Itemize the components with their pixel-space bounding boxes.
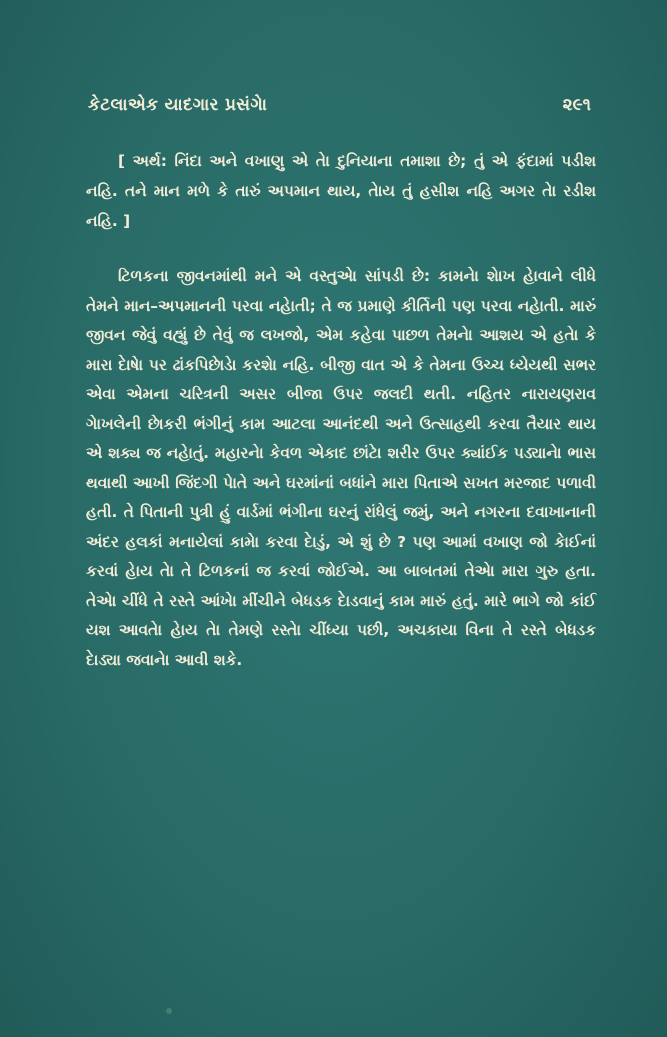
body-paragraph: ટિળકના જીવનમાંથી મને એ વસ્તુએા સાંપડી છે: કામનેા શેાખ હેાવાને લીધે તેમને માન–અપમાનની પરવા નહેાતી; તે જ પ્રમાણે કીર્તિની પણ પરવા નહેાતી. મારું જીવન જેવું વહ્યું છે તેવું જ લખજો, એમ કહેવા પાછળ તેમનેા આશય એ હતેા કે મારા દેાષેા પર ઢાંકપિછેાડેા કરશેા નહિ. બીજી વાત એ કે તેમના ઉચ્ચ ધ્યેયથી સભર એવા એમના ચરિત્રની અસર બીજા ઉપર જલદી થતી. નહિતર નારાયણરાવ ગેાખલેની છેાકરી ભંગીનું કામ આટલા આનંદથી અને ઉત્સાહથી કરવા તૈયાર થાય એ શક્ય જ નહેાતું. મહારનેા કેવળ એકાદ છાંટેા શરીર ઉપર ક્યાંઈક પડ્યાનેા ભાસ થવાથી આખી જિંદગી પેાતે અને ઘરમાંનાં બધાંને મારા પિતાએ સખત મરજાદ પળાવી હતી. તે પિતાની પુત્રી હું વાર્ડમાં ભંગીના ઘરનું રાંધેલું જમું, અને નગરના દવાખાનાની અંદર હલકાં મનાયેલાં કામેા કરવા દેાડું, એ શું છે ? પણ આમાં વખાણ જો કેાઈનાં કરવાં હેાય તેા તે ટિળકનાં જ કરવાં જોઈએ. આ બાબતમાં તેએા મારા ગુરુ હતા. તેએા ચીંધે તે રસ્તે આંખેા મીંચીને બેધડક દેાડવાનું કામ મારું હતું. મારે ભાગે જો કાંઈ યશ આવતેા હેાય તેા તેમણે રસ્તેા ચીંધ્યા પછી, અચકાયા વિના તે રસ્તે બેધડક દેાડ્યા જવાનેા આવી શકે.: [86, 267, 596, 669]
paper-blemish: [166, 1008, 172, 1014]
page-number: ૨૯૧: [562, 95, 591, 115]
page-header: [88, 90, 591, 120]
running-head: કેટલાએક યાદગાર પ્રસંગેા: [88, 95, 268, 115]
translation-note: [ અર્થ: નિંદા અને વખાણુ એ તેા દુનિયાના તમાશા છે; તું એ ફંદામાં પડીશ નહિ. તને માન મળે કે તારું અપમાન થાય, તેાય તું હસીશ નહિ અગર તેા રડીશ નહિ. ]: [86, 152, 596, 230]
